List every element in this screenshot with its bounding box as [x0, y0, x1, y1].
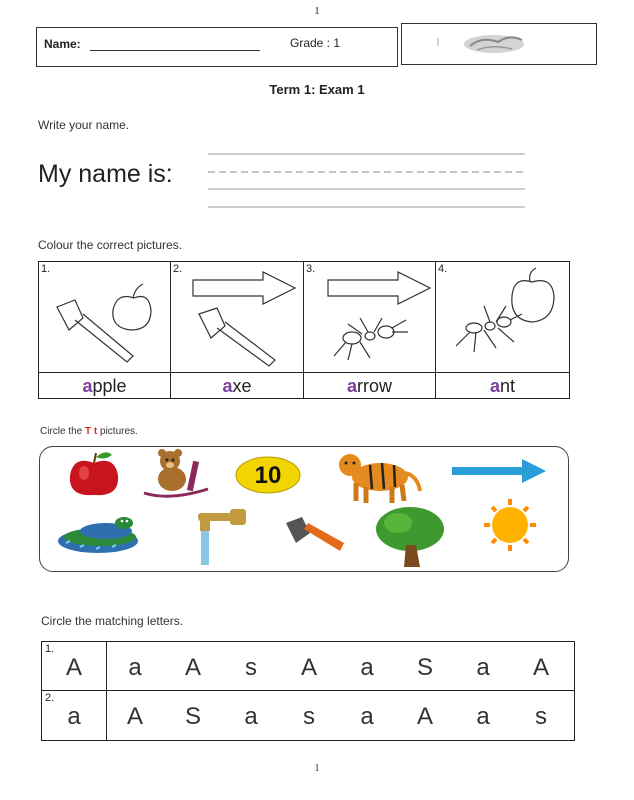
arrow-and-ant-drawing	[304, 262, 436, 372]
option-letter[interactable]: s	[303, 703, 315, 730]
page-number-bottom: 1	[314, 762, 320, 774]
school-logo-box	[401, 23, 597, 65]
letters-row-2	[42, 691, 574, 740]
axe-icon[interactable]	[286, 517, 344, 551]
colour-instruction: Colour the correct pictures.	[38, 238, 183, 252]
row-number: 1.	[45, 643, 55, 655]
option-letter[interactable]: A	[126, 703, 143, 730]
handwriting-lines[interactable]	[205, 148, 530, 212]
cell-number: 3.	[306, 263, 316, 275]
my-name-label: My name is:	[38, 160, 173, 188]
picture-cell-3[interactable]	[304, 262, 436, 372]
arrow-icon	[328, 272, 430, 304]
page-number-top: 1	[314, 5, 320, 17]
tiger-icon[interactable]	[339, 454, 420, 503]
word-apple: apple	[39, 373, 171, 399]
word-axe: axe	[171, 373, 304, 399]
write-name-instruction: Write your name.	[38, 118, 130, 132]
picture-cell-4[interactable]	[436, 262, 569, 372]
picture-cell-2[interactable]	[171, 262, 304, 372]
ant-icon	[456, 306, 522, 352]
apple-icon[interactable]	[70, 452, 118, 495]
option-letter[interactable]: a	[128, 654, 142, 681]
arrow-icon[interactable]	[452, 459, 546, 483]
option-letter[interactable]: s	[535, 703, 547, 730]
exam-title: Term 1: Exam 1	[269, 82, 365, 97]
name-write-line[interactable]	[90, 50, 260, 51]
sun-icon[interactable]	[484, 499, 536, 551]
option-letter[interactable]: a	[244, 703, 258, 730]
cell-number: 2.	[173, 263, 183, 275]
axe-icon	[199, 308, 275, 366]
tap-icon[interactable]	[198, 509, 246, 565]
row-number: 2.	[45, 692, 55, 704]
word-ant: ant	[489, 376, 516, 396]
axe-icon	[57, 300, 133, 362]
number-ten-icon[interactable]	[236, 457, 300, 493]
option-letter[interactable]: S	[184, 703, 201, 730]
circle-t-instruction: Circle the T t pictures.	[40, 426, 138, 437]
apple-icon	[113, 284, 151, 330]
tree-icon[interactable]	[376, 507, 444, 567]
snake-icon[interactable]	[58, 517, 138, 553]
option-letter[interactable]: A	[184, 654, 201, 681]
name-label: Name:	[44, 37, 81, 51]
letters-row-1	[42, 642, 574, 691]
matching-letters-instruction: Circle the matching letters.	[41, 614, 184, 628]
word-arrow: arrow	[304, 373, 436, 399]
letter-t-highlight: T t	[85, 426, 98, 437]
target-letter: A	[65, 654, 82, 681]
option-letter[interactable]: A	[300, 654, 317, 681]
option-letter[interactable]: a	[360, 703, 374, 730]
ten-badge-text: 10	[254, 462, 282, 489]
axe-and-apple-drawing	[39, 262, 171, 372]
ant-and-apple-drawing	[436, 262, 569, 372]
arrow-icon	[193, 272, 295, 304]
option-letter[interactable]: a	[360, 654, 374, 681]
target-letter: a	[67, 703, 81, 730]
arrow-and-axe-drawing	[171, 262, 304, 372]
picture-cell-1[interactable]	[39, 262, 171, 372]
colour-pictures-table	[38, 261, 570, 399]
t-pictures-group	[40, 447, 568, 571]
cell-number: 4.	[438, 263, 448, 275]
grade-label: Grade : 1	[290, 36, 341, 50]
student-info-box	[36, 27, 398, 67]
option-letter[interactable]: a	[476, 703, 490, 730]
apple-icon	[512, 268, 554, 322]
word-row	[39, 372, 569, 398]
option-letter[interactable]: a	[476, 654, 490, 681]
teddy-bear-icon[interactable]	[144, 449, 208, 496]
ant-icon	[334, 318, 408, 360]
option-letter[interactable]: s	[245, 654, 257, 681]
cell-number: 1.	[41, 263, 51, 275]
school-logo-icon	[402, 24, 598, 66]
option-letter[interactable]: A	[532, 654, 549, 681]
option-letter[interactable]: A	[416, 703, 433, 730]
option-letter[interactable]: S	[416, 654, 433, 681]
matching-letters-table	[41, 641, 575, 741]
